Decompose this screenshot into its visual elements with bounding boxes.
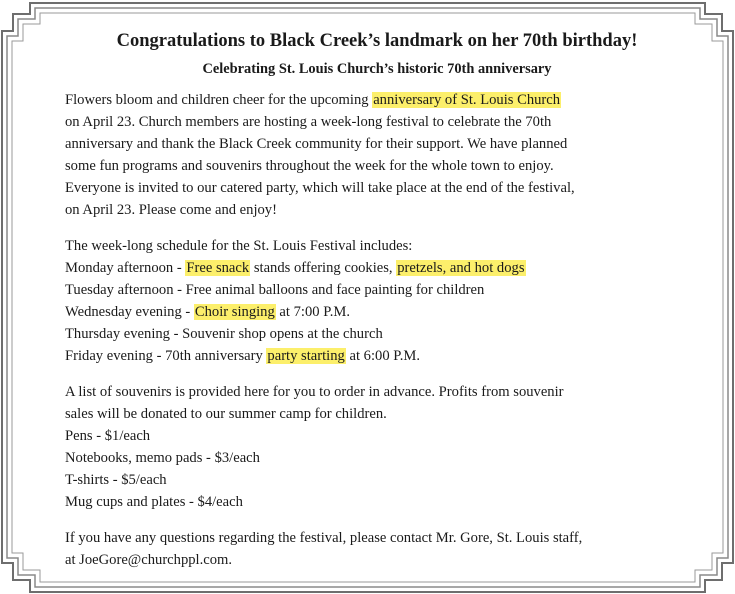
intro-line-6: on April 23. Please come and enjoy!	[65, 202, 277, 218]
wednesday-text-2: at 7:00 P.M.	[275, 304, 350, 320]
contact-email-line: at JoeGore@churchppl.com.	[65, 552, 233, 568]
intro-line-4: some fun programs and souvenirs throughout the week for the whole town to enjoy.	[65, 158, 554, 174]
intro-paragraph	[65, 89, 689, 221]
souvenir-item: Mug cups and plates - $4/each	[65, 494, 243, 510]
souvenir-item: T-shirts - $5/each	[65, 472, 167, 488]
intro-text: Flowers bloom and children cheer for the upcoming	[65, 92, 373, 108]
wednesday-text: Wednesday evening -	[65, 304, 194, 320]
highlight-choir-singing: Choir singing	[194, 304, 275, 320]
schedule-monday	[65, 257, 689, 279]
schedule-tuesday: Tuesday afternoon - Free animal balloons and face painting for children	[65, 282, 485, 298]
intro-line-1	[65, 89, 689, 111]
souvenir-section	[65, 381, 689, 513]
souvenir-intro-1: A list of souvenirs is provided here for you to order in advance. Profits from souvenir	[65, 384, 564, 400]
highlight-party-starting: party starting	[267, 348, 345, 364]
flyer-content	[65, 28, 689, 581]
schedule-section	[65, 235, 689, 367]
souvenir-item: Pens - $1/each	[65, 428, 151, 444]
schedule-friday	[65, 345, 689, 367]
intro-line-2: on April 23. Church members are hosting a week-long festival to celebrate the 70th	[65, 114, 552, 130]
intro-line-3: anniversary and thank the Black Creek community for their support. We have planned	[65, 136, 568, 152]
souvenir-item: Notebooks, memo pads - $3/each	[65, 450, 260, 466]
friday-text-2: at 6:00 P.M.	[345, 348, 421, 364]
intro-line-5: Everyone is invited to our catered party, which will take place at the end of the festival,	[65, 180, 575, 196]
schedule-heading: The week-long schedule for the St. Louis Festival includes:	[65, 238, 413, 254]
schedule-thursday: Thursday evening - Souvenir shop opens at the church	[65, 326, 383, 342]
flyer-title: Congratulations to Black Creek’s landmark on her 70th birthday!	[116, 31, 638, 51]
monday-text-2: stands offering cookies,	[250, 260, 397, 276]
schedule-wednesday	[65, 301, 689, 323]
contact-section	[65, 527, 689, 571]
highlight-pretzels: pretzels, and hot dogs	[397, 260, 525, 276]
monday-text: Monday afternoon -	[65, 260, 186, 276]
souvenir-intro-2: sales will be donated to our summer camp for children.	[65, 406, 387, 422]
flyer-subtitle: Celebrating St. Louis Church’s historic 70th anniversary	[202, 61, 552, 77]
highlight-free-snack: Free snack	[186, 260, 250, 276]
friday-text: Friday evening - 70th anniversary	[65, 348, 267, 364]
highlight-anniversary: anniversary of St. Louis Church	[373, 92, 561, 108]
contact-line-1: If you have any questions regarding the festival, please contact Mr. Gore, St. Louis staff,	[65, 530, 583, 546]
